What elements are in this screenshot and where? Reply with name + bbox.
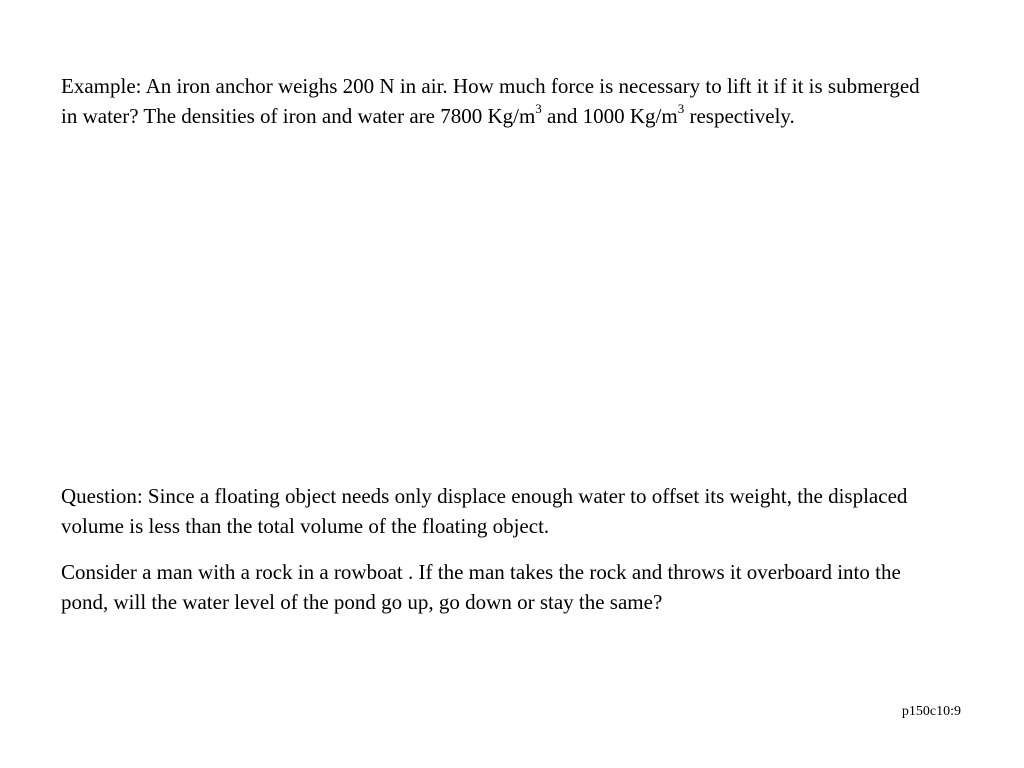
exponent-water-density: 3	[677, 101, 685, 116]
example-problem	[61, 71, 941, 131]
example-text-part2: and 1000 Kg/m	[541, 104, 678, 128]
question-paragraph: Question: Since a floating object needs only displace enough water to offset its weight, the displaced volume is less than the total volume of the floating object.	[61, 484, 908, 538]
example-text-part1: Example: An iron anchor weighs 200 N in air. How much force is necessary to lift it if it is submerged in water? The densities of iron and water are 7800 Kg/m	[61, 74, 920, 128]
slide-footer-id: p150c10:9	[901, 704, 961, 719]
consider-paragraph: Consider a man with a rock in a rowboat . If the man takes the rock and throws it overboard into the pond, will the water level of the pond go up, go down or stay the same?	[61, 560, 901, 614]
example-text-part3: respectively.	[684, 104, 795, 128]
exponent-iron-density: 3	[535, 101, 542, 116]
